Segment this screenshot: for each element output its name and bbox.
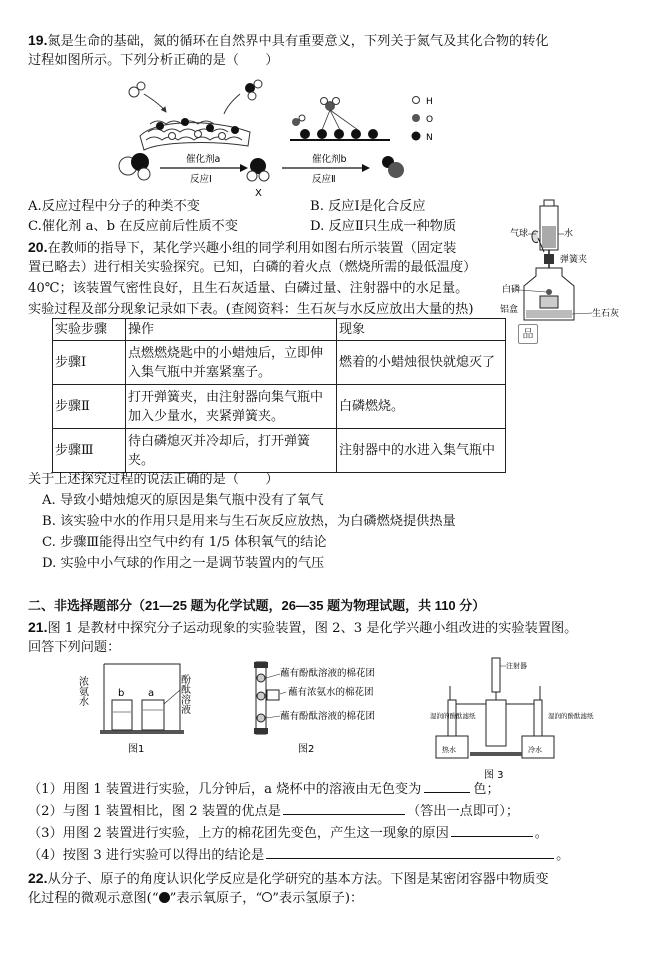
q22-l2-part2: ”表示氧原子，“ bbox=[169, 891, 263, 906]
q21-sub3-text: （3）用图 2 装置进行实验，上方的棉花团先变色，产生这一现象的原因 bbox=[28, 826, 449, 841]
q21-sub1-blank[interactable] bbox=[424, 780, 470, 793]
q20-number: 20. bbox=[28, 239, 48, 255]
q20-after-table: 关于上述探究过程的说法正确的是（ ） bbox=[28, 472, 279, 487]
white-phosphorus bbox=[546, 289, 552, 295]
q20-stem-line3: 40℃；该装置气密性良好，且生石灰适量、白磷过量、注射器中的水足量。 bbox=[28, 281, 469, 296]
q20-stem-line4: 实验过程及部分现象记录如下表。(查阅资料：生石灰与水反应放出大量的热) bbox=[28, 302, 474, 317]
table-cell: 步骤Ⅱ bbox=[53, 385, 126, 429]
legend-o: O bbox=[426, 115, 434, 125]
q21-sub1-text: （1）用图 1 装置进行实验，几分钟后，a 烧杯中的溶液由无色变为 bbox=[28, 782, 422, 797]
q21-stem-line2: 回答下列问题： bbox=[28, 640, 121, 655]
q21-sub2-blank[interactable] bbox=[283, 802, 405, 815]
q20-apparatus-figure bbox=[500, 196, 660, 324]
table-cell: 白磷燃烧。 bbox=[337, 385, 506, 429]
q20-stem-line2: 置已略去）进行相关实验探究。已知，白磷的着火点（燃烧所需的最低温度） bbox=[28, 260, 477, 275]
q20-stem-text: 在教师的指导下，某化学兴趣小组的同学利用如图右所示装置（固定装 bbox=[47, 241, 457, 256]
fig3-syringe-label: 注射器 bbox=[506, 662, 527, 670]
label-phosphorus: 白磷 bbox=[502, 285, 521, 295]
fig2-mid-label: 蘸有浓氨水的棉花团 bbox=[288, 687, 374, 698]
q19-stem-text: 氮是生命的基础，氮的循环在自然界中具有重要意义，下列关于氮气及其化合物的转化 bbox=[47, 34, 549, 49]
catalyst-a-label: 催化剂a bbox=[186, 154, 221, 165]
q20-option-a[interactable]: A. 导致小蜡烛熄灭的原因是集气瓶中没有了氧气 bbox=[42, 493, 324, 508]
label-phenol: 酚酞溶液 bbox=[178, 674, 190, 714]
label-balloon: 气球 bbox=[510, 229, 529, 239]
fig2-top-label: 蘸有酚酞溶液的棉花团 bbox=[280, 668, 376, 679]
table-cell: 燃着的小蜡烛很快就熄灭了 bbox=[337, 341, 506, 385]
atom-legend bbox=[412, 97, 434, 144]
q19-option-b[interactable]: B. 反应Ⅰ是化合反应 bbox=[310, 199, 426, 214]
q21-figure-3 bbox=[430, 656, 630, 784]
q20-option-b[interactable]: B. 该实验中水的作用只是用来与生石灰反应放热，为白磷燃烧提供热量 bbox=[42, 514, 456, 529]
q19-option-a[interactable]: A.反应过程中分子的种类不变 bbox=[28, 199, 200, 214]
q19-option-d[interactable]: D. 反应Ⅱ只生成一种物质 bbox=[310, 219, 457, 234]
q20-option-c[interactable]: C. 步骤Ⅲ能得出空气中约有 1/5 体积氧气的结论 bbox=[42, 535, 327, 550]
q21-sub1-end: 色； bbox=[473, 782, 500, 797]
catalyst-a-surface bbox=[129, 80, 262, 150]
table-header-row bbox=[53, 319, 506, 341]
q21-stem-line1 bbox=[28, 617, 577, 639]
hydrogen-atom-icon bbox=[262, 892, 272, 902]
table-cell: 步骤Ⅲ bbox=[53, 429, 126, 473]
q21-sub3-end: 。 bbox=[534, 826, 548, 841]
q20-stem-line1 bbox=[28, 237, 456, 259]
q19-number: 19. bbox=[28, 32, 48, 48]
fig1-caption: 图1 bbox=[128, 744, 145, 755]
fig3-hot-label: 热水 bbox=[442, 746, 456, 754]
q22-stem-line2 bbox=[28, 889, 363, 909]
catalyst-b-surface bbox=[290, 98, 390, 141]
q22-stem-line1 bbox=[28, 868, 549, 890]
oxygen-atom-icon bbox=[159, 892, 170, 903]
q21-figure-1 bbox=[76, 660, 210, 760]
reaction-1-label: 反应Ⅰ bbox=[190, 174, 212, 185]
q21-sub1 bbox=[28, 780, 500, 800]
q21-sub2-end: （答出一点即可）； bbox=[406, 804, 520, 819]
fig3-paper-left: 湿润的酚酞滤纸 bbox=[430, 712, 476, 720]
table-cell: 步骤Ⅰ bbox=[53, 341, 126, 385]
table-header-cell: 实验步骤 bbox=[53, 319, 126, 341]
label-water: 水 bbox=[564, 229, 574, 239]
q22-number: 22. bbox=[28, 870, 48, 886]
fig3-paper-right: 湿润的酚酞滤纸 bbox=[548, 712, 594, 720]
qr-icon[interactable]: 品 bbox=[518, 324, 538, 344]
table-header-cell: 现象 bbox=[337, 319, 506, 341]
q21-sub3 bbox=[28, 824, 548, 844]
table-cell: 注射器中的水进入集气瓶中 bbox=[337, 429, 506, 473]
label-ammonia: 浓氨水 bbox=[76, 676, 88, 706]
fig2-caption: 图2 bbox=[298, 744, 315, 755]
fig3-caption: 图 3 bbox=[484, 770, 504, 781]
q21-number: 21. bbox=[28, 619, 48, 635]
legend-h: H bbox=[426, 97, 433, 107]
catalyst-b-label: 催化剂b bbox=[312, 154, 347, 165]
label-box: 铝盒 bbox=[500, 305, 519, 315]
label-b: b bbox=[118, 688, 125, 699]
q21-figure-2 bbox=[250, 660, 420, 760]
q19-stem-line1 bbox=[28, 30, 549, 52]
reaction-row bbox=[119, 153, 404, 199]
q20-experiment-table bbox=[52, 318, 506, 473]
table-cell: 待白磷熄灭并冷却后，打开弹簧夹。 bbox=[126, 429, 337, 473]
aluminum-box bbox=[540, 296, 558, 308]
q20-option-d[interactable]: D. 实验中小气球的作用之一是调节装置内的气压 bbox=[42, 556, 325, 571]
q21-sub2-text: （2）与图 1 装置相比，图 2 装置的优点是 bbox=[28, 804, 281, 819]
q21-sub4-end: 。 bbox=[556, 848, 570, 863]
table-row bbox=[53, 429, 506, 473]
q21-sub4-text: （4）按图 3 进行实验可以得出的结论是 bbox=[28, 848, 265, 863]
q21-sub4 bbox=[28, 846, 569, 866]
table-header-cell: 操作 bbox=[126, 319, 337, 341]
q19-stem-line2: 过程如图所示。下列分析正确的是（ ） bbox=[28, 53, 279, 68]
fig2-bot-label: 蘸有酚酞溶液的棉花团 bbox=[280, 711, 376, 722]
q21-sub3-blank[interactable] bbox=[451, 824, 533, 837]
gas-bottle bbox=[524, 268, 574, 320]
q22-stem-text: 从分子、原子的角度认识化学反应是化学研究的基本方法。下图是某密闭容器中物质变 bbox=[47, 872, 549, 887]
legend-n: N bbox=[426, 133, 433, 143]
table-row bbox=[53, 385, 506, 429]
label-lime: 生石灰 bbox=[592, 309, 620, 319]
label-a: a bbox=[148, 688, 155, 699]
fig3-cold-label: 冷水 bbox=[528, 746, 542, 754]
label-clamp: 弹簧夹 bbox=[560, 255, 588, 265]
reaction-2-label: 反应Ⅱ bbox=[312, 174, 336, 185]
q21-sub2 bbox=[28, 802, 519, 822]
table-cell: 打开弹簧夹，由注射器向集气瓶中加入少量水，夹紧弹簧夹。 bbox=[126, 385, 337, 429]
table-row bbox=[53, 341, 506, 385]
q19-option-c[interactable]: C.催化剂 a、b 在反应前后性质不变 bbox=[28, 219, 238, 234]
q19-nitrogen-cycle-figure bbox=[100, 74, 480, 198]
q21-sub4-blank[interactable] bbox=[266, 846, 554, 859]
table-cell: 点燃燃烧匙中的小蜡烛后，立即伸入集气瓶中并塞紧塞子。 bbox=[126, 341, 337, 385]
q22-l2-part1: 化过程的微观示意图(“ bbox=[28, 891, 159, 906]
q22-l2-part3: ”表示氢原子)： bbox=[272, 891, 364, 906]
q21-stem-text: 图 1 是教材中探究分子运动现象的实验装置，图 2、3 是化学兴趣小组改进的实验装置图。 bbox=[47, 621, 578, 636]
x-label: X bbox=[255, 188, 262, 199]
spring-clamp bbox=[544, 254, 554, 264]
section-2-heading: 二、非选择题部分（21—25 题为化学试题，26—35 题为物理试题，共 110 分） bbox=[28, 598, 486, 613]
